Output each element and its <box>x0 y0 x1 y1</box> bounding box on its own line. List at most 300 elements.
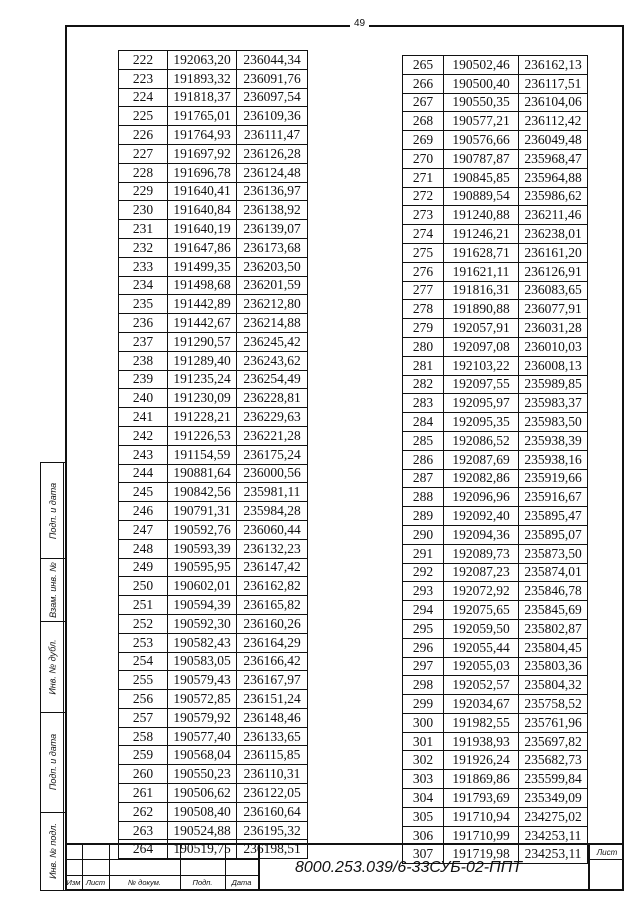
table-row <box>403 356 588 375</box>
point-number: 290 <box>403 525 444 544</box>
point-number: 260 <box>119 765 168 784</box>
coord-y: 236245,42 <box>237 332 308 351</box>
coord-x: 190577,21 <box>444 112 519 131</box>
table-row <box>119 408 308 427</box>
coord-x: 192095,35 <box>444 413 519 432</box>
sheet-box <box>588 845 624 891</box>
coord-y: 235349,09 <box>519 789 588 808</box>
table-row <box>119 182 308 201</box>
coord-y: 235981,11 <box>237 483 308 502</box>
coord-y: 236160,64 <box>237 802 308 821</box>
coord-x: 190592,76 <box>168 520 237 539</box>
coord-x: 190881,64 <box>168 464 237 483</box>
point-number: 272 <box>403 187 444 206</box>
coord-y: 236083,65 <box>519 281 588 300</box>
coord-x: 190583,05 <box>168 652 237 671</box>
coord-y: 235983,50 <box>519 413 588 432</box>
coord-x: 190791,31 <box>168 502 237 521</box>
table-row <box>119 351 308 370</box>
point-number: 278 <box>403 300 444 319</box>
table-row <box>119 502 308 521</box>
coord-x: 191640,19 <box>168 220 237 239</box>
coord-y: 235968,47 <box>519 149 588 168</box>
coord-y: 236229,63 <box>237 408 308 427</box>
coord-x: 191640,41 <box>168 182 237 201</box>
table-row <box>403 582 588 601</box>
coord-y: 236167,97 <box>237 671 308 690</box>
coord-y: 236162,82 <box>237 577 308 596</box>
point-number: 265 <box>403 56 444 75</box>
coord-x: 191235,24 <box>168 370 237 389</box>
table-row <box>119 633 308 652</box>
coord-x: 191710,94 <box>444 807 519 826</box>
coord-x: 190845,85 <box>444 168 519 187</box>
table-row <box>119 238 308 257</box>
point-number: 237 <box>119 332 168 351</box>
coord-x: 190576,66 <box>444 131 519 150</box>
table-row <box>403 563 588 582</box>
point-number: 292 <box>403 563 444 582</box>
point-number: 243 <box>119 445 168 464</box>
point-number: 306 <box>403 826 444 845</box>
point-number: 236 <box>119 314 168 333</box>
table-row <box>119 201 308 220</box>
coord-x: 190592,30 <box>168 614 237 633</box>
coord-y: 236221,28 <box>237 426 308 445</box>
table-row <box>119 389 308 408</box>
table-row <box>403 56 588 75</box>
title-block <box>65 843 624 891</box>
coord-x: 190502,46 <box>444 56 519 75</box>
coord-x: 190568,04 <box>168 746 237 765</box>
coord-x: 190506,62 <box>168 784 237 803</box>
coord-x: 191640,84 <box>168 201 237 220</box>
coord-y: 236132,23 <box>237 539 308 558</box>
coord-x: 192097,55 <box>444 375 519 394</box>
coord-x: 192103,22 <box>444 356 519 375</box>
point-number: 225 <box>119 107 168 126</box>
coord-x: 190602,01 <box>168 577 237 596</box>
table-row <box>119 314 308 333</box>
coord-x: 191764,93 <box>168 126 237 145</box>
coord-x: 192072,92 <box>444 582 519 601</box>
point-number: 226 <box>119 126 168 145</box>
table-row <box>403 732 588 751</box>
coord-x: 190579,92 <box>168 708 237 727</box>
table-row <box>403 149 588 168</box>
coord-y: 236175,24 <box>237 445 308 464</box>
coord-y: 235802,87 <box>519 619 588 638</box>
sheet-label: Лист <box>596 848 618 857</box>
table-row <box>403 807 588 826</box>
coord-y: 236049,48 <box>519 131 588 150</box>
coord-x: 191926,24 <box>444 751 519 770</box>
coord-x: 190595,95 <box>168 558 237 577</box>
coord-y: 236115,85 <box>237 746 308 765</box>
point-number: 280 <box>403 337 444 356</box>
table-row <box>119 727 308 746</box>
point-number: 232 <box>119 238 168 257</box>
col-podp: Подп. <box>192 878 213 887</box>
coord-y: 236126,28 <box>237 144 308 163</box>
table-row <box>403 601 588 620</box>
coord-x: 191710,99 <box>444 826 519 845</box>
table-row <box>119 652 308 671</box>
coord-x: 190842,56 <box>168 483 237 502</box>
point-number: 228 <box>119 163 168 182</box>
point-number: 277 <box>403 281 444 300</box>
coord-y: 236000,56 <box>237 464 308 483</box>
table-row <box>119 520 308 539</box>
coord-x: 190593,39 <box>168 539 237 558</box>
table-row <box>403 789 588 808</box>
point-number: 273 <box>403 206 444 225</box>
coord-x: 191621,11 <box>444 262 519 281</box>
coord-y: 236243,62 <box>237 351 308 370</box>
table-row <box>119 539 308 558</box>
coord-x: 190500,40 <box>444 74 519 93</box>
coord-x: 192052,57 <box>444 676 519 695</box>
point-number: 297 <box>403 657 444 676</box>
coord-y: 236122,05 <box>237 784 308 803</box>
coord-y: 235804,45 <box>519 638 588 657</box>
coord-y: 236044,34 <box>237 51 308 70</box>
coord-x: 192055,44 <box>444 638 519 657</box>
coord-x: 191628,71 <box>444 243 519 262</box>
coord-y: 236254,49 <box>237 370 308 389</box>
point-number: 269 <box>403 131 444 150</box>
coord-x: 191890,88 <box>444 300 519 319</box>
table-row <box>403 525 588 544</box>
coord-x: 191498,68 <box>168 276 237 295</box>
coord-y: 236173,68 <box>237 238 308 257</box>
point-number: 261 <box>119 784 168 803</box>
coord-y: 236164,29 <box>237 633 308 652</box>
table-row <box>403 713 588 732</box>
point-number: 267 <box>403 93 444 112</box>
coord-y: 235761,96 <box>519 713 588 732</box>
point-number: 235 <box>119 295 168 314</box>
table-row <box>403 751 588 770</box>
coord-y: 236010,03 <box>519 337 588 356</box>
coord-x: 191696,78 <box>168 163 237 182</box>
coord-x: 192055,03 <box>444 657 519 676</box>
coord-y: 235984,28 <box>237 502 308 521</box>
coord-y: 234253,11 <box>519 845 588 864</box>
table-row <box>403 281 588 300</box>
table-row <box>403 74 588 93</box>
coord-y: 235938,39 <box>519 431 588 450</box>
point-number: 286 <box>403 450 444 469</box>
coord-y: 236124,48 <box>237 163 308 182</box>
coord-y: 236110,31 <box>237 765 308 784</box>
coord-y: 236211,46 <box>519 206 588 225</box>
coord-x: 190524,88 <box>168 821 237 840</box>
table-row <box>119 370 308 389</box>
table-row <box>119 614 308 633</box>
coord-x: 190508,40 <box>168 802 237 821</box>
page-number: 49 <box>350 18 369 29</box>
coord-x: 190594,39 <box>168 596 237 615</box>
coord-y: 236147,42 <box>237 558 308 577</box>
point-number: 248 <box>119 539 168 558</box>
coord-y: 235697,82 <box>519 732 588 751</box>
col-izm: Изм <box>66 878 81 887</box>
document-code: 8000.253.039/6-33СУБ-02-ППТ <box>295 859 523 876</box>
table-row <box>403 394 588 413</box>
coord-y: 236126,91 <box>519 262 588 281</box>
coord-y: 235804,32 <box>519 676 588 695</box>
coord-y: 235758,52 <box>519 695 588 714</box>
coord-x: 192087,69 <box>444 450 519 469</box>
coord-x: 191765,01 <box>168 107 237 126</box>
coord-x: 191226,53 <box>168 426 237 445</box>
point-number: 281 <box>403 356 444 375</box>
coord-y: 236165,82 <box>237 596 308 615</box>
coordinates-table-left <box>118 50 308 859</box>
point-number: 252 <box>119 614 168 633</box>
table-row <box>119 784 308 803</box>
coord-y: 236214,88 <box>237 314 308 333</box>
coord-x: 191246,21 <box>444 225 519 244</box>
point-number: 305 <box>403 807 444 826</box>
coord-y: 235916,67 <box>519 488 588 507</box>
margin-stamp-strip <box>40 462 65 891</box>
coord-y: 235986,62 <box>519 187 588 206</box>
coord-y: 236212,80 <box>237 295 308 314</box>
coord-y: 235895,07 <box>519 525 588 544</box>
point-number: 257 <box>119 708 168 727</box>
table-row <box>403 168 588 187</box>
point-number: 224 <box>119 88 168 107</box>
point-number: 240 <box>119 389 168 408</box>
coord-y: 235983,37 <box>519 394 588 413</box>
point-number: 300 <box>403 713 444 732</box>
point-number: 246 <box>119 502 168 521</box>
coord-x: 191442,67 <box>168 314 237 333</box>
table-row <box>119 69 308 88</box>
coord-x: 191818,37 <box>168 88 237 107</box>
coord-y: 235895,47 <box>519 507 588 526</box>
point-number: 274 <box>403 225 444 244</box>
point-number: 249 <box>119 558 168 577</box>
table-row <box>119 483 308 502</box>
coord-x: 191816,31 <box>444 281 519 300</box>
coord-y: 236160,26 <box>237 614 308 633</box>
coord-x: 192082,86 <box>444 469 519 488</box>
coord-x: 191230,09 <box>168 389 237 408</box>
coord-x: 192094,36 <box>444 525 519 544</box>
point-number: 285 <box>403 431 444 450</box>
table-row <box>403 112 588 131</box>
table-row <box>119 671 308 690</box>
table-row <box>403 131 588 150</box>
table-row <box>119 163 308 182</box>
coord-x: 190582,43 <box>168 633 237 652</box>
point-number: 284 <box>403 413 444 432</box>
table-row <box>403 300 588 319</box>
point-number: 234 <box>119 276 168 295</box>
point-number: 271 <box>403 168 444 187</box>
coord-y: 235989,85 <box>519 375 588 394</box>
coord-x: 190889,54 <box>444 187 519 206</box>
point-number: 239 <box>119 370 168 389</box>
table-row <box>403 507 588 526</box>
margin-label-vzam-inv: Взам. инв. № <box>48 561 59 618</box>
coord-x: 192075,65 <box>444 601 519 620</box>
point-number: 289 <box>403 507 444 526</box>
table-row <box>119 276 308 295</box>
point-number: 255 <box>119 671 168 690</box>
table-row <box>119 220 308 239</box>
table-row <box>119 332 308 351</box>
table-row <box>403 413 588 432</box>
point-number: 254 <box>119 652 168 671</box>
coord-y: 236151,24 <box>237 690 308 709</box>
table-row <box>403 187 588 206</box>
coord-x: 190550,35 <box>444 93 519 112</box>
col-ndokum: № докум. <box>127 878 162 887</box>
point-number: 263 <box>119 821 168 840</box>
table-row <box>403 544 588 563</box>
point-number: 250 <box>119 577 168 596</box>
point-number: 301 <box>403 732 444 751</box>
point-number: 229 <box>119 182 168 201</box>
coord-y: 235682,73 <box>519 751 588 770</box>
col-list: Лист <box>85 878 106 887</box>
coord-y: 235938,16 <box>519 450 588 469</box>
table-row <box>119 464 308 483</box>
coord-y: 236238,01 <box>519 225 588 244</box>
point-number: 244 <box>119 464 168 483</box>
coord-x: 192034,67 <box>444 695 519 714</box>
margin-label-inv-dubl: Инв. № дубл. <box>48 638 59 695</box>
table-row <box>403 225 588 244</box>
coord-x: 191240,88 <box>444 206 519 225</box>
coord-y: 236139,07 <box>237 220 308 239</box>
table-row <box>119 708 308 727</box>
table-row <box>119 765 308 784</box>
coord-y: 235846,78 <box>519 582 588 601</box>
coord-x: 191289,40 <box>168 351 237 370</box>
coord-y: 236136,97 <box>237 182 308 201</box>
coord-y: 236162,13 <box>519 56 588 75</box>
table-row <box>403 431 588 450</box>
point-number: 262 <box>119 802 168 821</box>
coord-x: 192057,91 <box>444 319 519 338</box>
point-number: 264 <box>119 840 168 859</box>
coord-y: 236008,13 <box>519 356 588 375</box>
coord-x: 192086,52 <box>444 431 519 450</box>
point-number: 293 <box>403 582 444 601</box>
point-number: 288 <box>403 488 444 507</box>
coord-x: 191290,57 <box>168 332 237 351</box>
table-row <box>403 488 588 507</box>
coord-x: 192095,97 <box>444 394 519 413</box>
point-number: 256 <box>119 690 168 709</box>
table-row <box>119 802 308 821</box>
coord-y: 236077,91 <box>519 300 588 319</box>
point-number: 230 <box>119 201 168 220</box>
coord-y: 236166,42 <box>237 652 308 671</box>
coord-x: 191442,89 <box>168 295 237 314</box>
coord-x: 192087,23 <box>444 563 519 582</box>
coord-y: 236198,51 <box>237 840 308 859</box>
table-row <box>119 746 308 765</box>
point-number: 247 <box>119 520 168 539</box>
coord-x: 191982,55 <box>444 713 519 732</box>
coord-y: 236203,50 <box>237 257 308 276</box>
coord-y: 235845,69 <box>519 601 588 620</box>
coord-y: 236112,42 <box>519 112 588 131</box>
coord-x: 192096,96 <box>444 488 519 507</box>
point-number: 245 <box>119 483 168 502</box>
coord-y: 236031,28 <box>519 319 588 338</box>
point-number: 227 <box>119 144 168 163</box>
table-row <box>403 243 588 262</box>
table-row <box>119 107 308 126</box>
table-row <box>119 558 308 577</box>
table-row <box>119 445 308 464</box>
point-number: 304 <box>403 789 444 808</box>
coord-x: 190787,87 <box>444 149 519 168</box>
point-number: 275 <box>403 243 444 262</box>
table-row <box>119 51 308 70</box>
point-number: 295 <box>403 619 444 638</box>
coord-y: 236161,20 <box>519 243 588 262</box>
coord-y: 236133,65 <box>237 727 308 746</box>
point-number: 276 <box>403 262 444 281</box>
table-row <box>119 126 308 145</box>
table-row <box>403 262 588 281</box>
coord-y: 236104,06 <box>519 93 588 112</box>
coord-x: 191228,21 <box>168 408 237 427</box>
point-number: 303 <box>403 770 444 789</box>
col-data: Дата <box>231 878 252 887</box>
point-number: 241 <box>119 408 168 427</box>
coord-y: 235964,88 <box>519 168 588 187</box>
coord-x: 190577,40 <box>168 727 237 746</box>
coord-y: 236195,32 <box>237 821 308 840</box>
point-number: 294 <box>403 601 444 620</box>
coord-y: 236111,47 <box>237 126 308 145</box>
table-row <box>119 821 308 840</box>
point-number: 282 <box>403 375 444 394</box>
coord-x: 192063,20 <box>168 51 237 70</box>
margin-label-podp-data-2: Подп. и дата <box>48 733 58 791</box>
table-row <box>403 638 588 657</box>
point-number: 298 <box>403 676 444 695</box>
coord-x: 191719,98 <box>444 845 519 864</box>
table-row <box>403 676 588 695</box>
point-number: 222 <box>119 51 168 70</box>
point-number: 223 <box>119 69 168 88</box>
point-number: 233 <box>119 257 168 276</box>
point-number: 231 <box>119 220 168 239</box>
table-row <box>119 295 308 314</box>
coord-x: 191647,86 <box>168 238 237 257</box>
coord-y: 235803,36 <box>519 657 588 676</box>
coord-y: 235919,66 <box>519 469 588 488</box>
table-row <box>119 690 308 709</box>
coord-y: 236138,92 <box>237 201 308 220</box>
table-row <box>403 469 588 488</box>
table-row <box>119 577 308 596</box>
coord-y: 236228,81 <box>237 389 308 408</box>
table-row <box>403 450 588 469</box>
coord-y: 235873,50 <box>519 544 588 563</box>
table-row <box>119 596 308 615</box>
